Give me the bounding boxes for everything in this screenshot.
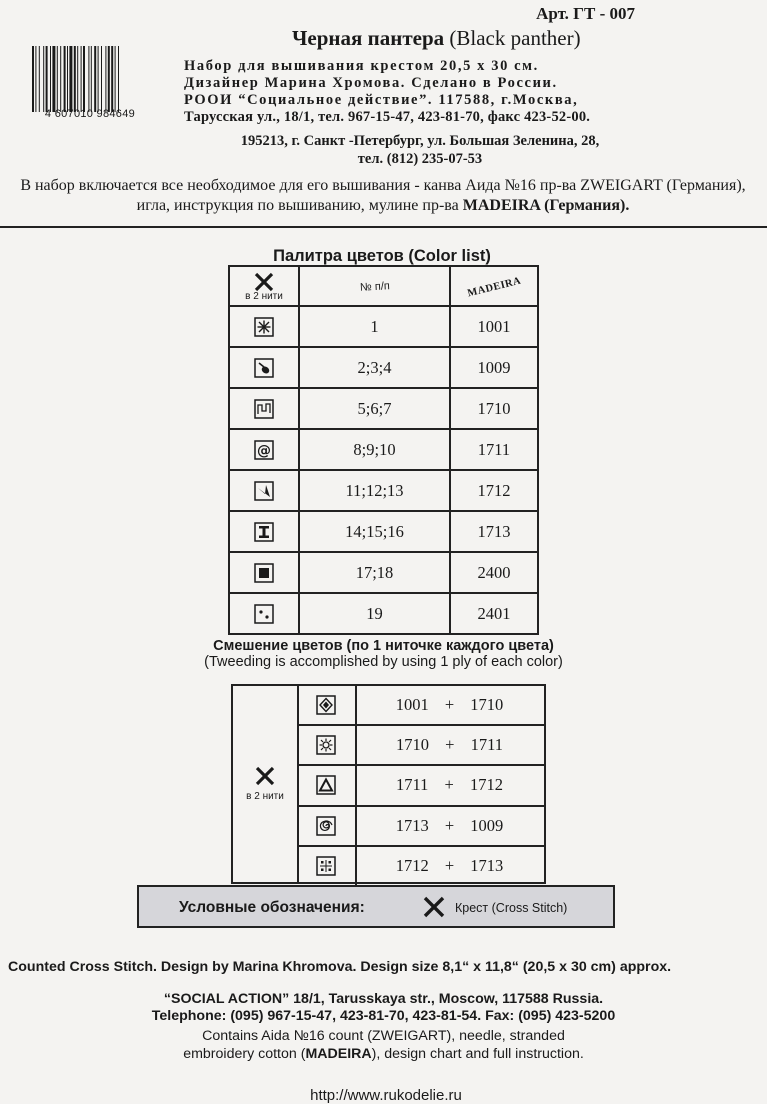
barcode-bar xyxy=(74,46,76,112)
cross-stitch-icon xyxy=(253,272,275,292)
barcode-bar xyxy=(60,46,61,112)
symbol-cell xyxy=(229,347,299,388)
barcode-bar xyxy=(83,46,85,112)
barcode-number: 4 607010 984649 xyxy=(44,108,136,120)
article-number: Арт. ГТ - 007 xyxy=(536,4,635,23)
filled-square-box-icon xyxy=(254,563,274,583)
two-dots-box-icon xyxy=(254,604,274,624)
barcode-bar xyxy=(67,46,68,112)
table-row xyxy=(229,429,538,470)
barcode-bar xyxy=(43,46,44,112)
number-cell: 19 xyxy=(299,593,450,634)
blend-color-b: 1710 xyxy=(470,695,504,714)
spb-address-line: 195213, г. Санкт -Петербург, ул. Большая Зеленина, 28, xyxy=(240,133,600,149)
madeira-cell: 1712 xyxy=(450,470,538,511)
madeira-cell: 2400 xyxy=(450,552,538,593)
brand-column-header: MADEIRA xyxy=(466,275,522,300)
english-contents xyxy=(96,1027,671,1063)
kit-includes-text: В набор включается все необходимое для его вышивания - канва Аида №16 пр-ва ZWEIGART (Германия), игла, инструкция по вышиванию, мулине пр-ва xyxy=(20,177,746,214)
number-cell: 17;18 xyxy=(299,552,450,593)
table-row xyxy=(229,347,538,388)
blend-color-a: 1710 xyxy=(396,735,430,755)
color-list-table xyxy=(228,265,539,635)
kit-info-line: Тарусская ул., 18/1, тел. 967-15-47, 423-81-70, факс 423-52-00. xyxy=(184,109,591,125)
dots-grid-box-icon xyxy=(316,856,336,876)
barcode-bar xyxy=(115,46,116,112)
blends-subtitle: (Tweeding is accomplished by using 1 ply of each color) xyxy=(204,654,563,670)
blend-color-b: 1713 xyxy=(470,855,504,875)
barcode-bar xyxy=(81,46,82,112)
blends-threads-cell xyxy=(233,686,299,882)
table-row xyxy=(229,552,538,593)
header-threads-cell xyxy=(229,266,299,306)
section-divider xyxy=(0,226,767,228)
table-row xyxy=(229,306,538,347)
blend-color-b: 1711 xyxy=(470,735,503,755)
blend-color-b: 1712 xyxy=(469,775,503,795)
blend-color-b: 1009 xyxy=(470,815,504,835)
barcode-bar xyxy=(57,46,58,112)
kit-info-line: Набор для вышивания крестом 20,5 х 30 см. xyxy=(184,58,539,74)
number-cell: 11;12;13 xyxy=(299,470,450,511)
website-link[interactable]: http://www.rukodelie.ru xyxy=(310,1087,462,1104)
blend-row xyxy=(297,847,544,885)
header-number-cell xyxy=(299,266,450,306)
madeira-cell: 1710 xyxy=(450,388,538,429)
title-english: (Black panther) xyxy=(449,26,581,50)
barcode-bar xyxy=(77,46,78,112)
kit-includes-brand: MADEIRA (Германия). xyxy=(462,197,630,214)
blend-values xyxy=(357,735,542,755)
barcode-bar xyxy=(50,46,51,112)
blend-values xyxy=(357,856,542,876)
number-cell: 14;15;16 xyxy=(299,511,450,552)
blend-row xyxy=(297,726,544,766)
barcode-bar xyxy=(46,46,48,112)
english-phone: Telephone: (095) 967-15-47, 423-81-70, 423-81-54. Fax: (095) 423-5200 xyxy=(151,1008,616,1024)
number-cell: 1 xyxy=(299,306,450,347)
table-row xyxy=(229,593,538,634)
symbol-cell xyxy=(297,726,357,764)
english-address: “SOCIAL ACTION” 18/1, Tarusskaya str., Moscow, 117588 Russia. xyxy=(163,991,604,1007)
blend-color-a: 1712 xyxy=(395,855,429,875)
blend-row xyxy=(297,686,544,726)
madeira-cell: 1711 xyxy=(450,429,538,470)
barcode-bar xyxy=(98,46,99,112)
contents-line: Contains Aida №16 count (ZWEIGART), needle, stranded xyxy=(202,1028,565,1044)
barcode-bar xyxy=(101,46,102,112)
number-column-header: № п/п xyxy=(359,280,390,294)
blend-values xyxy=(357,816,542,836)
table-row xyxy=(229,388,538,429)
asterisk-box-icon xyxy=(254,317,274,337)
blend-plus: + xyxy=(444,695,455,714)
palette-title: Палитра цветов (Color list) xyxy=(273,247,491,265)
kit-info-line: Дизайнер Марина Хромова. Сделано в России. xyxy=(184,75,558,91)
contents-line xyxy=(96,1045,671,1063)
english-description: Counted Cross Stitch. Design by Marina Khromova. Design size 8,1“ x 11,8“ (20,5 x 30 cm) approx. xyxy=(8,959,672,975)
header-brand-cell xyxy=(450,266,538,306)
barcode-bar xyxy=(32,46,34,112)
title-russian: Черная пантера xyxy=(292,26,445,50)
product-title xyxy=(292,26,581,51)
madeira-cell: 1713 xyxy=(450,511,538,552)
table-header-row xyxy=(229,266,538,306)
blend-plus: + xyxy=(444,815,455,835)
blend-values xyxy=(357,775,542,795)
triangle-box-icon xyxy=(316,775,336,795)
cross-stitch-icon xyxy=(254,766,276,786)
madeira-cell: 1001 xyxy=(450,306,538,347)
threads-label: в 2 нити xyxy=(246,791,284,802)
sun-box-icon xyxy=(316,735,336,755)
symbol-cell xyxy=(229,306,299,347)
kit-info xyxy=(184,58,648,126)
number-cell: 2;3;4 xyxy=(299,347,450,388)
symbol-cell xyxy=(229,470,299,511)
spb-address xyxy=(200,132,640,168)
symbol-cell xyxy=(297,807,357,845)
diamond-box-icon xyxy=(316,695,336,715)
cross-stitch-icon xyxy=(422,896,446,918)
symbol-cell xyxy=(229,511,299,552)
blend-row xyxy=(297,807,544,847)
legend-box xyxy=(137,885,615,928)
i-beam-box-icon xyxy=(254,522,274,542)
blends-table xyxy=(231,684,546,884)
blend-color-a: 1711 xyxy=(396,775,429,795)
barcode-bar xyxy=(91,46,92,112)
number-cell: 5;6;7 xyxy=(299,388,450,429)
symbol-cell xyxy=(229,593,299,634)
barcode-bar xyxy=(108,46,110,112)
symbol-cell xyxy=(229,552,299,593)
barcode-bar xyxy=(64,46,66,112)
barcode-bar xyxy=(105,46,106,112)
blends-title: Смешение цветов (по 1 ниточке каждого цвета) xyxy=(213,638,554,654)
symbol-cell xyxy=(297,686,357,724)
contents-text: embroidery cotton ( xyxy=(183,1046,306,1062)
barcode-bar xyxy=(94,46,96,112)
blend-plus: + xyxy=(445,735,455,755)
blend-values xyxy=(357,695,542,715)
spb-phone: тел. (812) 235-07-53 xyxy=(357,151,483,167)
tilted-drop-box-icon xyxy=(254,358,274,378)
triangle-arrow-box-icon xyxy=(254,481,274,501)
table-row xyxy=(229,511,538,552)
svg-text:@: @ xyxy=(257,442,271,459)
barcode-bar xyxy=(69,46,72,112)
blend-row xyxy=(297,766,544,806)
spiral-box-icon xyxy=(316,816,336,836)
number-cell: 8;9;10 xyxy=(299,429,450,470)
legend-cross-text: Крест (Cross Stitch) xyxy=(455,901,568,915)
symbol-cell xyxy=(229,429,299,470)
symbol-cell xyxy=(297,766,357,804)
barcode-bar xyxy=(39,46,40,112)
table-row xyxy=(229,470,538,511)
barcode-bar xyxy=(88,46,89,112)
threads-label: в 2 нити xyxy=(245,291,283,302)
kit-info-line: РООИ “Социальное действие”. 117588, г.Москва, xyxy=(184,92,579,108)
madeira-cell: 1009 xyxy=(450,347,538,388)
contents-text: ), design chart and full instruction. xyxy=(371,1046,584,1062)
barcode-bar xyxy=(35,46,36,112)
madeira-cell: 2401 xyxy=(450,593,538,634)
barcode-bar xyxy=(118,46,119,112)
barcode-bar xyxy=(52,46,55,112)
at-sign-box-icon xyxy=(254,440,274,460)
kit-includes xyxy=(2,176,764,216)
contents-brand: MADEIRA xyxy=(305,1046,372,1062)
wave-box-icon xyxy=(254,399,274,419)
barcode-bar xyxy=(111,46,113,112)
blend-plus: + xyxy=(444,855,455,875)
blend-plus: + xyxy=(444,775,454,795)
symbol-cell xyxy=(229,388,299,429)
legend-label: Условные обозначения: xyxy=(179,899,365,916)
blend-color-a: 1713 xyxy=(395,815,429,835)
symbol-cell xyxy=(297,847,357,885)
blend-color-a: 1001 xyxy=(395,695,429,714)
